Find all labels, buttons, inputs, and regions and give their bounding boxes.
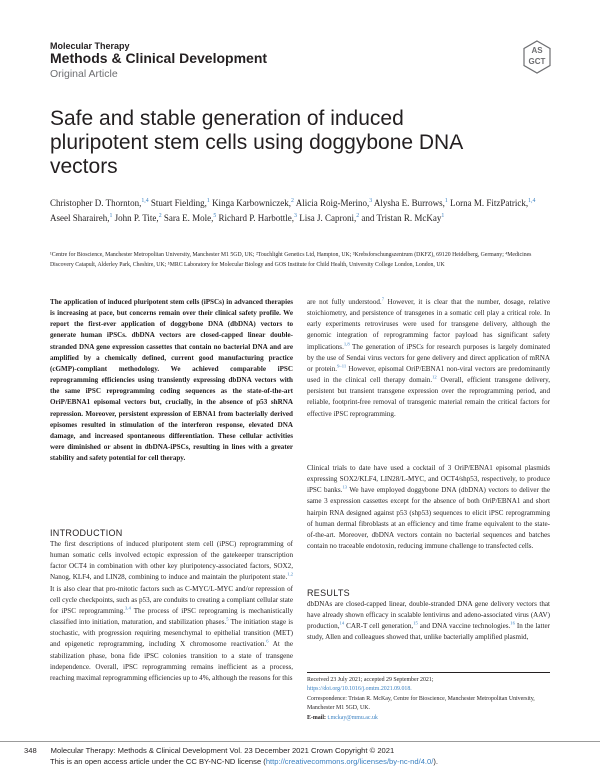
author-affiliation-ref[interactable]: 1 [441,213,445,219]
right-column-paragraph-1 [307,297,550,420]
page-number: 348 [24,746,37,755]
affiliations: ¹Centre for Bioscience, Manchester Metropolitan University, Manchester M1 5GD, UK; ²Touchlight Genetics Ltd, Hampton, UK; ³Krebsforschungszentrum (DKFZ), 69120 Heidelberg, Germany; ⁴Medicines Discovery Catapult, Alderley Park, Cheshire, UK; ⁵MRC Laboratory for Molecular Biology and GOS Institute for Child Health, University College London, London, UK [50,252,532,269]
received-dates: Received 23 July 2021; accepted 29 September 2021; [307,677,434,683]
text-run: The initiation stage is stochastic, with progression requiring mesenchymal to epithelial transition (MET) and epigenetic reprogramming, including X chromosome reactivation. [50,618,293,649]
text-run: The generation of iPSCs for research purposes is largely dominated by the use of Sendai virus vectors for gene delivery and direct application of mRNA or protein. [307,342,550,373]
notes-divider [307,672,550,673]
journal-name-line2: Methods & Clinical Development [50,50,268,66]
text-run: However, it is clear that the number, dosage, relative stoichiometry, and persistence of transgenes in a somatic cell play a critical role. In early experiments retroviruses were used for transgene delivery, although the genomic integration of reprogramming factor payload has significant safety implications. [307,298,550,351]
author-name: Alicia Roig-Merino, [295,198,370,208]
author-affiliation-ref[interactable]: 2 [356,213,360,219]
citation-ref[interactable]: 12 [432,374,437,380]
license-end: ). [433,757,439,766]
author-name: John P. Tite, [114,213,159,223]
citation-ref[interactable]: 7 [381,296,385,302]
text-run: and DNA vaccine technologies. [417,622,511,631]
citation-ref[interactable]: 1,8 [343,341,350,347]
email-link[interactable]: t.mckay@mmu.ac.uk [327,714,378,721]
text-run: The first descriptions of induced pluripotent stem cell (iPSC) reprogramming of human somatic cells involved ectopic expression of the gatekeeper transcription factor OCT4 in combination with other key pluripotency-associated factors, SOX2, Nanog, KLF4, and LIN28, combining to induce and maintain the pluripotent state. [50,540,293,582]
author-name: and Tristan R. McKay [361,213,442,223]
author-name: Christopher D. Thornton, [50,198,142,208]
text-run: In the latter study, Allen and colleagues showed that, unlike bacterially amplified plasmid, [307,622,551,642]
citation-ref[interactable]: 14 [339,620,345,626]
email-label: E-mail: [307,714,326,721]
footer-citation-line [24,746,394,755]
citation-ref[interactable]: 3,4 [124,605,131,611]
article-type: Original Article [50,68,118,80]
introduction-body [50,539,293,684]
author-name: Kinga Karbowniczek, [212,198,292,208]
citation-ref[interactable]: 1,2 [287,572,293,578]
license-link[interactable]: http://creativecommons.org/licenses/by-nc-nd/4.0/ [265,757,434,766]
text-run: The process of iPSC reprograming is mechanistically classified into initiation, maturation, and stabilization phases. [50,606,294,627]
svg-text:GCT: GCT [528,57,546,66]
journal-citation: Molecular Therapy: Methods & Clinical Development Vol. 23 December 2021 Crown Copyright © 2021 [50,746,395,755]
author-affiliation-ref[interactable]: 5 [213,213,217,219]
results-heading: RESULTS [307,588,350,598]
author-list [50,196,555,226]
text-run: CAR-T cell generation, [344,622,414,631]
footer-divider [0,741,600,742]
text-run: At the stabilization phase, bona fide iPSC colonies transition to a state of transgene independence. Overall, iPSC reprogramming remains inefficient as a process, reaching maximal reprogramming efficiencies up to 4%, although the reasons for this [50,640,293,682]
article-notes [307,676,550,723]
author-name: Lisa J. Caproni, [299,213,357,223]
author-name: Alysha E. Burrows, [373,198,445,208]
author-name: Stuart Fielding, [150,198,207,208]
author-affiliation-ref[interactable]: 1,4 [528,198,536,204]
author-affiliation-ref[interactable]: 2 [291,198,294,204]
right-column-paragraph-2 [307,463,550,552]
results-body [307,599,550,644]
text-run: Clinical trials to date have used a cocktail of 3 OriP/EBNA1 episomal plasmids expressing SOX2/KLF4, LIN28/L-MYC, and OCT4/shp53, respectively, to produce iPSC banks. [307,464,550,495]
author-affiliation-ref[interactable]: 3 [369,198,373,204]
citation-ref[interactable]: 16 [510,620,515,626]
text-run: are not fully understood. [307,298,382,306]
author-affiliation-ref[interactable]: 1 [206,198,210,204]
author-name: Aseel Sharaireh, [50,213,110,223]
citation-ref[interactable]: 6 [266,639,269,645]
citation-ref[interactable]: 9–11 [337,363,347,369]
citation-ref[interactable]: 13 [342,484,347,490]
asgct-logo [522,40,552,74]
text-run: It is also clear that pro-mitotic factors such as C-MYC/L-MYC and/or repression of cell cycle checkpoints, such as p53, are conduits to creating a compliant cellular state for iPSC reprogramming. [50,584,293,615]
author-affiliation-ref[interactable]: 1,4 [141,198,149,204]
journal-name-line1: Molecular Therapy [50,41,130,51]
license-text: This is an open access article under the CC BY-NC-ND license ( [50,757,266,766]
author-affiliation-ref[interactable]: 1 [109,213,113,219]
author-affiliation-ref[interactable]: 2 [158,213,162,219]
citation-ref[interactable]: 15 [413,620,418,626]
citation-ref[interactable]: 5 [226,616,229,622]
text-run: We have employed doggybone DNA (dbDNA) vectors to deliver the same 3 expression cassettes except for the absence of both OriP/EBNA1 and short hairpin RNA designed against p53 (shp53) sequences to elicit iPSC reprogramming of human dermal fibroblasts at an efficiency and time frame equivalent to the state-of-the-art. Moreover, dbDNA vectors contain no bacterial sequences and batches contain no traceable endotoxin, reducing immune challenge to transfected cells. [307,486,550,551]
abstract: The application of induced pluripotent stem cells (iPSCs) in advanced therapies is increasing at pace, but concerns remain over their clinical safety profile. We report the first-ever application of doggybone DNA (dbDNA) vectors to generate human iPSCs. dbDNA vectors are closed-capped linear double-stranded DNA gene expression cassettes that contain no bacterial DNA and are amplified by a chemically defined, current good manufacturing practice (cGMP)-compliant methodology. We achieved comparable iPSC reprogramming efficiencies using transiently expressing dbDNA vectors with the same iPSC reprogramming coding sequences as the state-of-the-art OriP/EBNA1 episomal vectors but, crucially, in the absence of p53 shRNA repression. Moreover, persistent expression of EBNA1 from bacterially derived episomes resulted in stimulation of the interferon response, elevated DNA damage, and increased spontaneous differentiation. These cellular activities were diminished or absent in dbDNA-iPSCs, resulting in lines with a greater stability and safety potential for cell therapy. [50,298,293,463]
author-name: Sara E. Mole, [163,213,214,223]
text-run: dbDNAs are closed-capped linear, double-stranded DNA gene delivery vectors that have already shown efficacy in scalable lentivirus and adeno-associated virus (AAV) production, [307,600,550,631]
text-run: However, episomal OriP/EBNA1 non-viral vectors are predominantly used in the clinical cell therapy domain. [307,364,550,385]
doi-link[interactable]: https://doi.org/10.1016/j.omtm.2021.09.018. [307,686,412,693]
text-run: Overall, efficient transgene delivery, persistent but transient transgene expression over the reprogramming period, and reliable, footprint-free removal of transgenic material remain the critical factors for effective iPSC reprogramming. [307,376,551,418]
author-affiliation-ref[interactable]: 1 [444,198,448,204]
author-name: Lorna M. FitzPatrick, [450,198,529,208]
svg-text:AS: AS [531,46,543,55]
introduction-heading: INTRODUCTION [50,528,123,538]
author-name: Richard P. Harbottle, [218,213,295,223]
author-affiliation-ref[interactable]: 3 [294,213,297,219]
footer-license-line [50,757,438,766]
correspondence: Correspondence: Tristan R. McKay, Centre for Bioscience, Manchester Metropolitan University, Manchester M1 5GD, UK. [307,695,535,712]
article-title: Safe and stable generation of induced pluripotent stem cells using doggybone DNA vectors [50,107,463,178]
